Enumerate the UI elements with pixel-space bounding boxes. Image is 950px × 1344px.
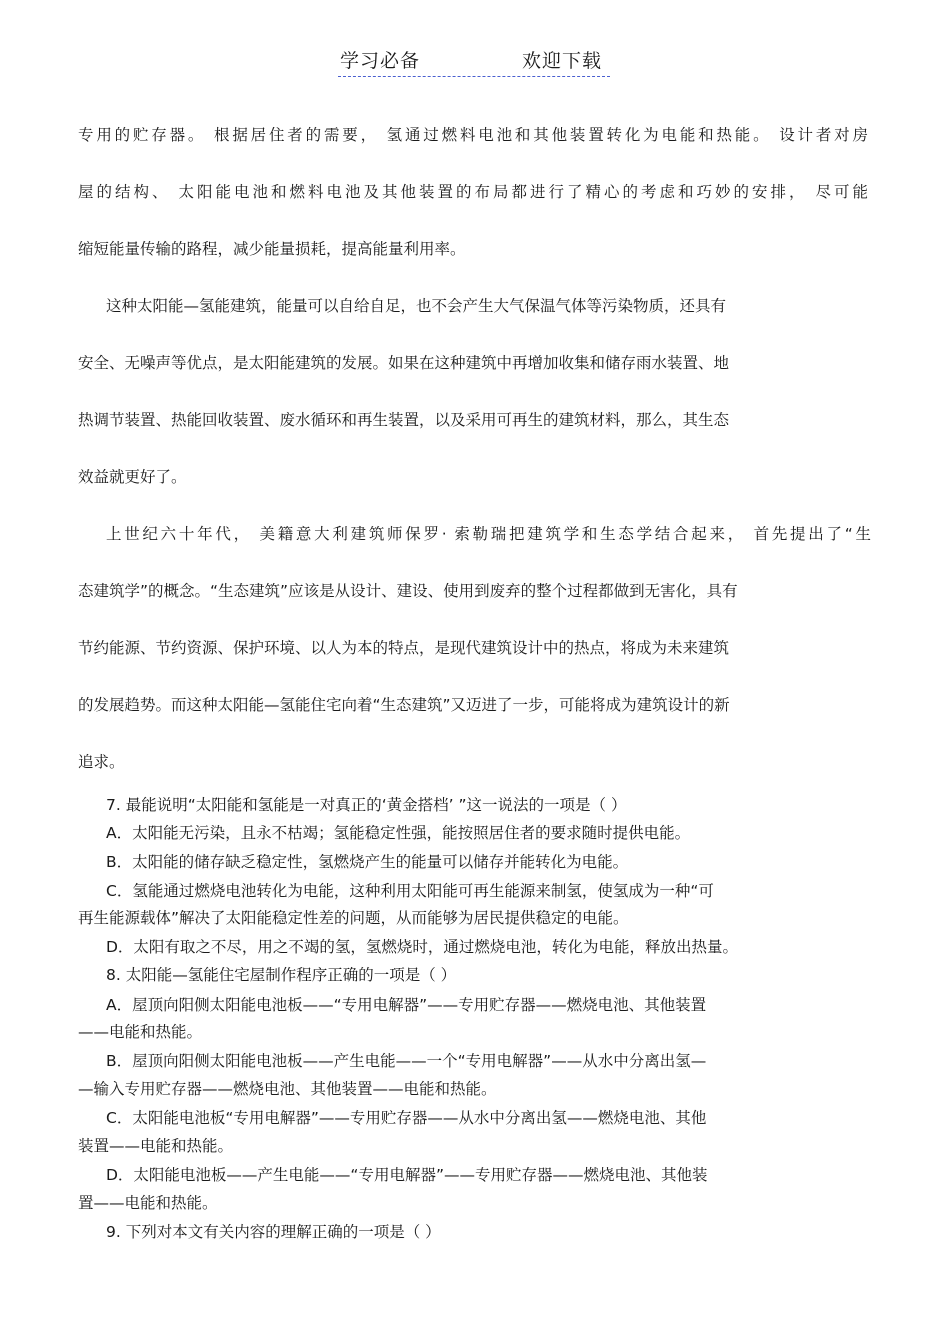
question-7: 7. 最能说明“太阳能和氢能是一对真正的‘黄金搭档’ ”这一说法的一项是（ ）	[106, 796, 627, 814]
page-header	[338, 46, 610, 77]
header-right-text: 欢迎下载	[522, 50, 603, 72]
option-7b: B．太阳能的储存缺乏稳定性，氢燃烧产生的能量可以储存并能转化为电能。	[106, 853, 629, 871]
option-8d: D．太阳能电池板——产生电能——“专用电解器”——专用贮存器——燃烧电池、其他装	[106, 1166, 708, 1184]
paragraph-line: 态建筑学”的概念。“生态建筑”应该是从设计、建设、使用到废弃的整个过程都做到无害化，具有	[78, 582, 738, 600]
paragraph-line: 这种太阳能—氢能建筑，能量可以自给自足，也不会产生大气保温气体等污染物质，还具有	[106, 297, 727, 315]
paragraph-line: 追求。	[78, 753, 125, 771]
question-8: 8. 太阳能—氢能住宅屋制作程序正确的一项是（ ）	[106, 966, 457, 984]
paragraph-line: 的发展趋势。而这种太阳能—氢能住宅向着“生态建筑”又迈进了一步，可能将成为建筑设计的新	[78, 696, 730, 714]
question-9: 9. 下列对本文有关内容的理解正确的一项是（ ）	[106, 1223, 441, 1241]
paragraph-line: 缩短能量传输的路程，减少能量损耗，提高能量利用率。	[78, 240, 466, 258]
option-7c: C．氢能通过燃烧电池转化为电能，这种利用太阳能可再生能源来制氢，使氢成为一种“可	[106, 882, 714, 900]
option-7c-cont: 再生能源载体”解决了太阳能稳定性差的问题，从而能够为居民提供稳定的电能。	[78, 909, 629, 927]
paragraph-line: 专用的贮存器。 根据居住者的需要， 氢通过燃料电池和其他装置转化为电能和热能。 设计者对房	[78, 126, 868, 144]
option-8c: C．太阳能电池板“专用电解器”——专用贮存器——从水中分离出氢——燃烧电池、其他	[106, 1109, 707, 1127]
header-left-text: 学习必备	[340, 50, 421, 72]
paragraph-line: 节约能源、节约资源、保护环境、以人为本的特点，是现代建筑设计中的热点，将成为未来建筑	[78, 639, 730, 657]
option-8b-cont: —输入专用贮存器——燃烧电池、其他装置——电能和热能。	[78, 1080, 497, 1098]
option-7d: D．太阳有取之不尽，用之不竭的氢，氢燃烧时，通过燃烧电池，转化为电能，释放出热量。	[106, 938, 738, 956]
option-7a: A．太阳能无污染，且永不枯竭；氢能稳定性强，能按照居住者的要求随时提供电能。	[106, 824, 691, 842]
paragraph-line: 上世纪六十年代， 美籍意大利建筑师保罗· 索勒瑞把建筑学和生态学结合起来， 首先提出了“生	[106, 525, 871, 543]
option-8a-cont: ——电能和热能。	[78, 1023, 203, 1041]
option-8c-cont: 装置——电能和热能。	[78, 1137, 234, 1155]
option-8a: A．屋顶向阳侧太阳能电池板——“专用电解器”——专用贮存器——燃烧电池、其他装置	[106, 996, 707, 1014]
paragraph-line: 屋的结构、 太阳能电池和燃料电池及其他装置的布局都进行了精心的考虑和巧妙的安排， 尽可能	[78, 183, 868, 201]
paragraph-line: 安全、无噪声等优点，是太阳能建筑的发展。如果在这种建筑中再增加收集和储存雨水装置、地	[78, 354, 730, 372]
paragraph-line: 热调节装置、热能回收装置、废水循环和再生装置，以及采用可再生的建筑材料，那么，其生态	[78, 411, 730, 429]
option-8b: B．屋顶向阳侧太阳能电池板——产生电能——一个“专用电解器”——从水中分离出氢—	[106, 1052, 707, 1070]
paragraph-line: 效益就更好了。	[78, 468, 187, 486]
option-8d-cont: 置——电能和热能。	[78, 1194, 218, 1212]
